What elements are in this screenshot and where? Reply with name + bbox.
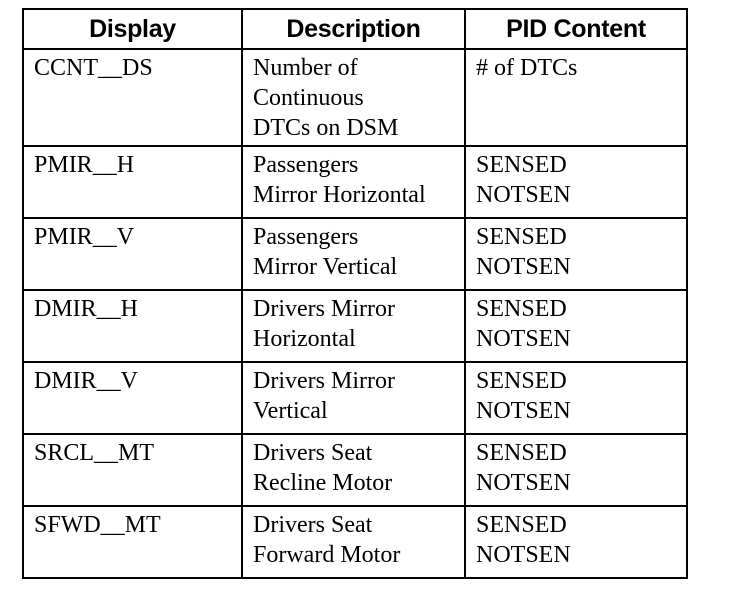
table-row — [23, 506, 687, 578]
display-cell — [23, 218, 242, 290]
description-line: Mirror Vertical — [253, 254, 398, 280]
display-value: DMIR__H — [34, 296, 139, 322]
display-cell — [23, 290, 242, 362]
pid-content-value: SENSED — [476, 296, 567, 322]
description-line: Passengers — [253, 224, 359, 250]
description-line: Forward Motor — [253, 542, 401, 568]
display-value: DMIR__V — [34, 368, 139, 394]
pid-content-value: SENSED — [476, 152, 567, 178]
description-line: DTCs on DSM — [253, 115, 399, 141]
pid-content-cell — [465, 434, 687, 506]
description-line: Drivers Mirror — [253, 368, 395, 394]
pid-content-value: NOTSEN — [476, 254, 571, 280]
pid-content-value: NOTSEN — [476, 542, 571, 568]
pid-table — [22, 8, 688, 579]
description-line: Continuous — [253, 85, 364, 111]
description-line: Number of — [253, 55, 358, 81]
display-value: PMIR__V — [34, 224, 135, 250]
pid-content-cell — [465, 49, 687, 146]
pid-content-value: SENSED — [476, 368, 567, 394]
table-row — [23, 290, 687, 362]
header-row — [23, 9, 687, 49]
pid-content-value: NOTSEN — [476, 182, 571, 208]
pid-content-cell — [465, 218, 687, 290]
pid-content-value: NOTSEN — [476, 398, 571, 424]
pid-content-value: # of DTCs — [476, 55, 578, 81]
description-cell — [242, 290, 465, 362]
table-row — [23, 218, 687, 290]
description-cell — [242, 434, 465, 506]
display-value: SFWD__MT — [34, 512, 161, 538]
header-description: Description — [242, 9, 465, 49]
header-display: Display — [23, 9, 242, 49]
description-line: Mirror Horizontal — [253, 182, 426, 208]
description-cell — [242, 146, 465, 218]
description-line: Recline Motor — [253, 470, 393, 496]
display-cell — [23, 362, 242, 434]
table-row — [23, 49, 687, 146]
pid-content-value: NOTSEN — [476, 470, 571, 496]
table-row — [23, 362, 687, 434]
description-line: Passengers — [253, 152, 359, 178]
display-value: CCNT__DS — [34, 55, 153, 81]
display-cell — [23, 434, 242, 506]
description-line: Drivers Seat — [253, 512, 373, 538]
display-value: PMIR__H — [34, 152, 135, 178]
pid-content-cell — [465, 362, 687, 434]
description-cell — [242, 218, 465, 290]
display-value: SRCL__MT — [34, 440, 155, 466]
description-line: Drivers Mirror — [253, 296, 395, 322]
description-cell — [242, 506, 465, 578]
display-cell — [23, 49, 242, 146]
description-line: Vertical — [253, 398, 328, 424]
description-cell — [242, 362, 465, 434]
display-cell — [23, 506, 242, 578]
description-line: Drivers Seat — [253, 440, 373, 466]
pid-content-value: NOTSEN — [476, 326, 571, 352]
pid-content-cell — [465, 146, 687, 218]
table-row — [23, 146, 687, 218]
pid-content-value: SENSED — [476, 224, 567, 250]
display-cell — [23, 146, 242, 218]
pid-content-cell — [465, 290, 687, 362]
table-row — [23, 434, 687, 506]
pid-content-cell — [465, 506, 687, 578]
description-line: Horizontal — [253, 326, 356, 352]
pid-content-value: SENSED — [476, 440, 567, 466]
header-pid-content: PID Content — [465, 9, 687, 49]
pid-content-value: SENSED — [476, 512, 567, 538]
description-cell — [242, 49, 465, 146]
